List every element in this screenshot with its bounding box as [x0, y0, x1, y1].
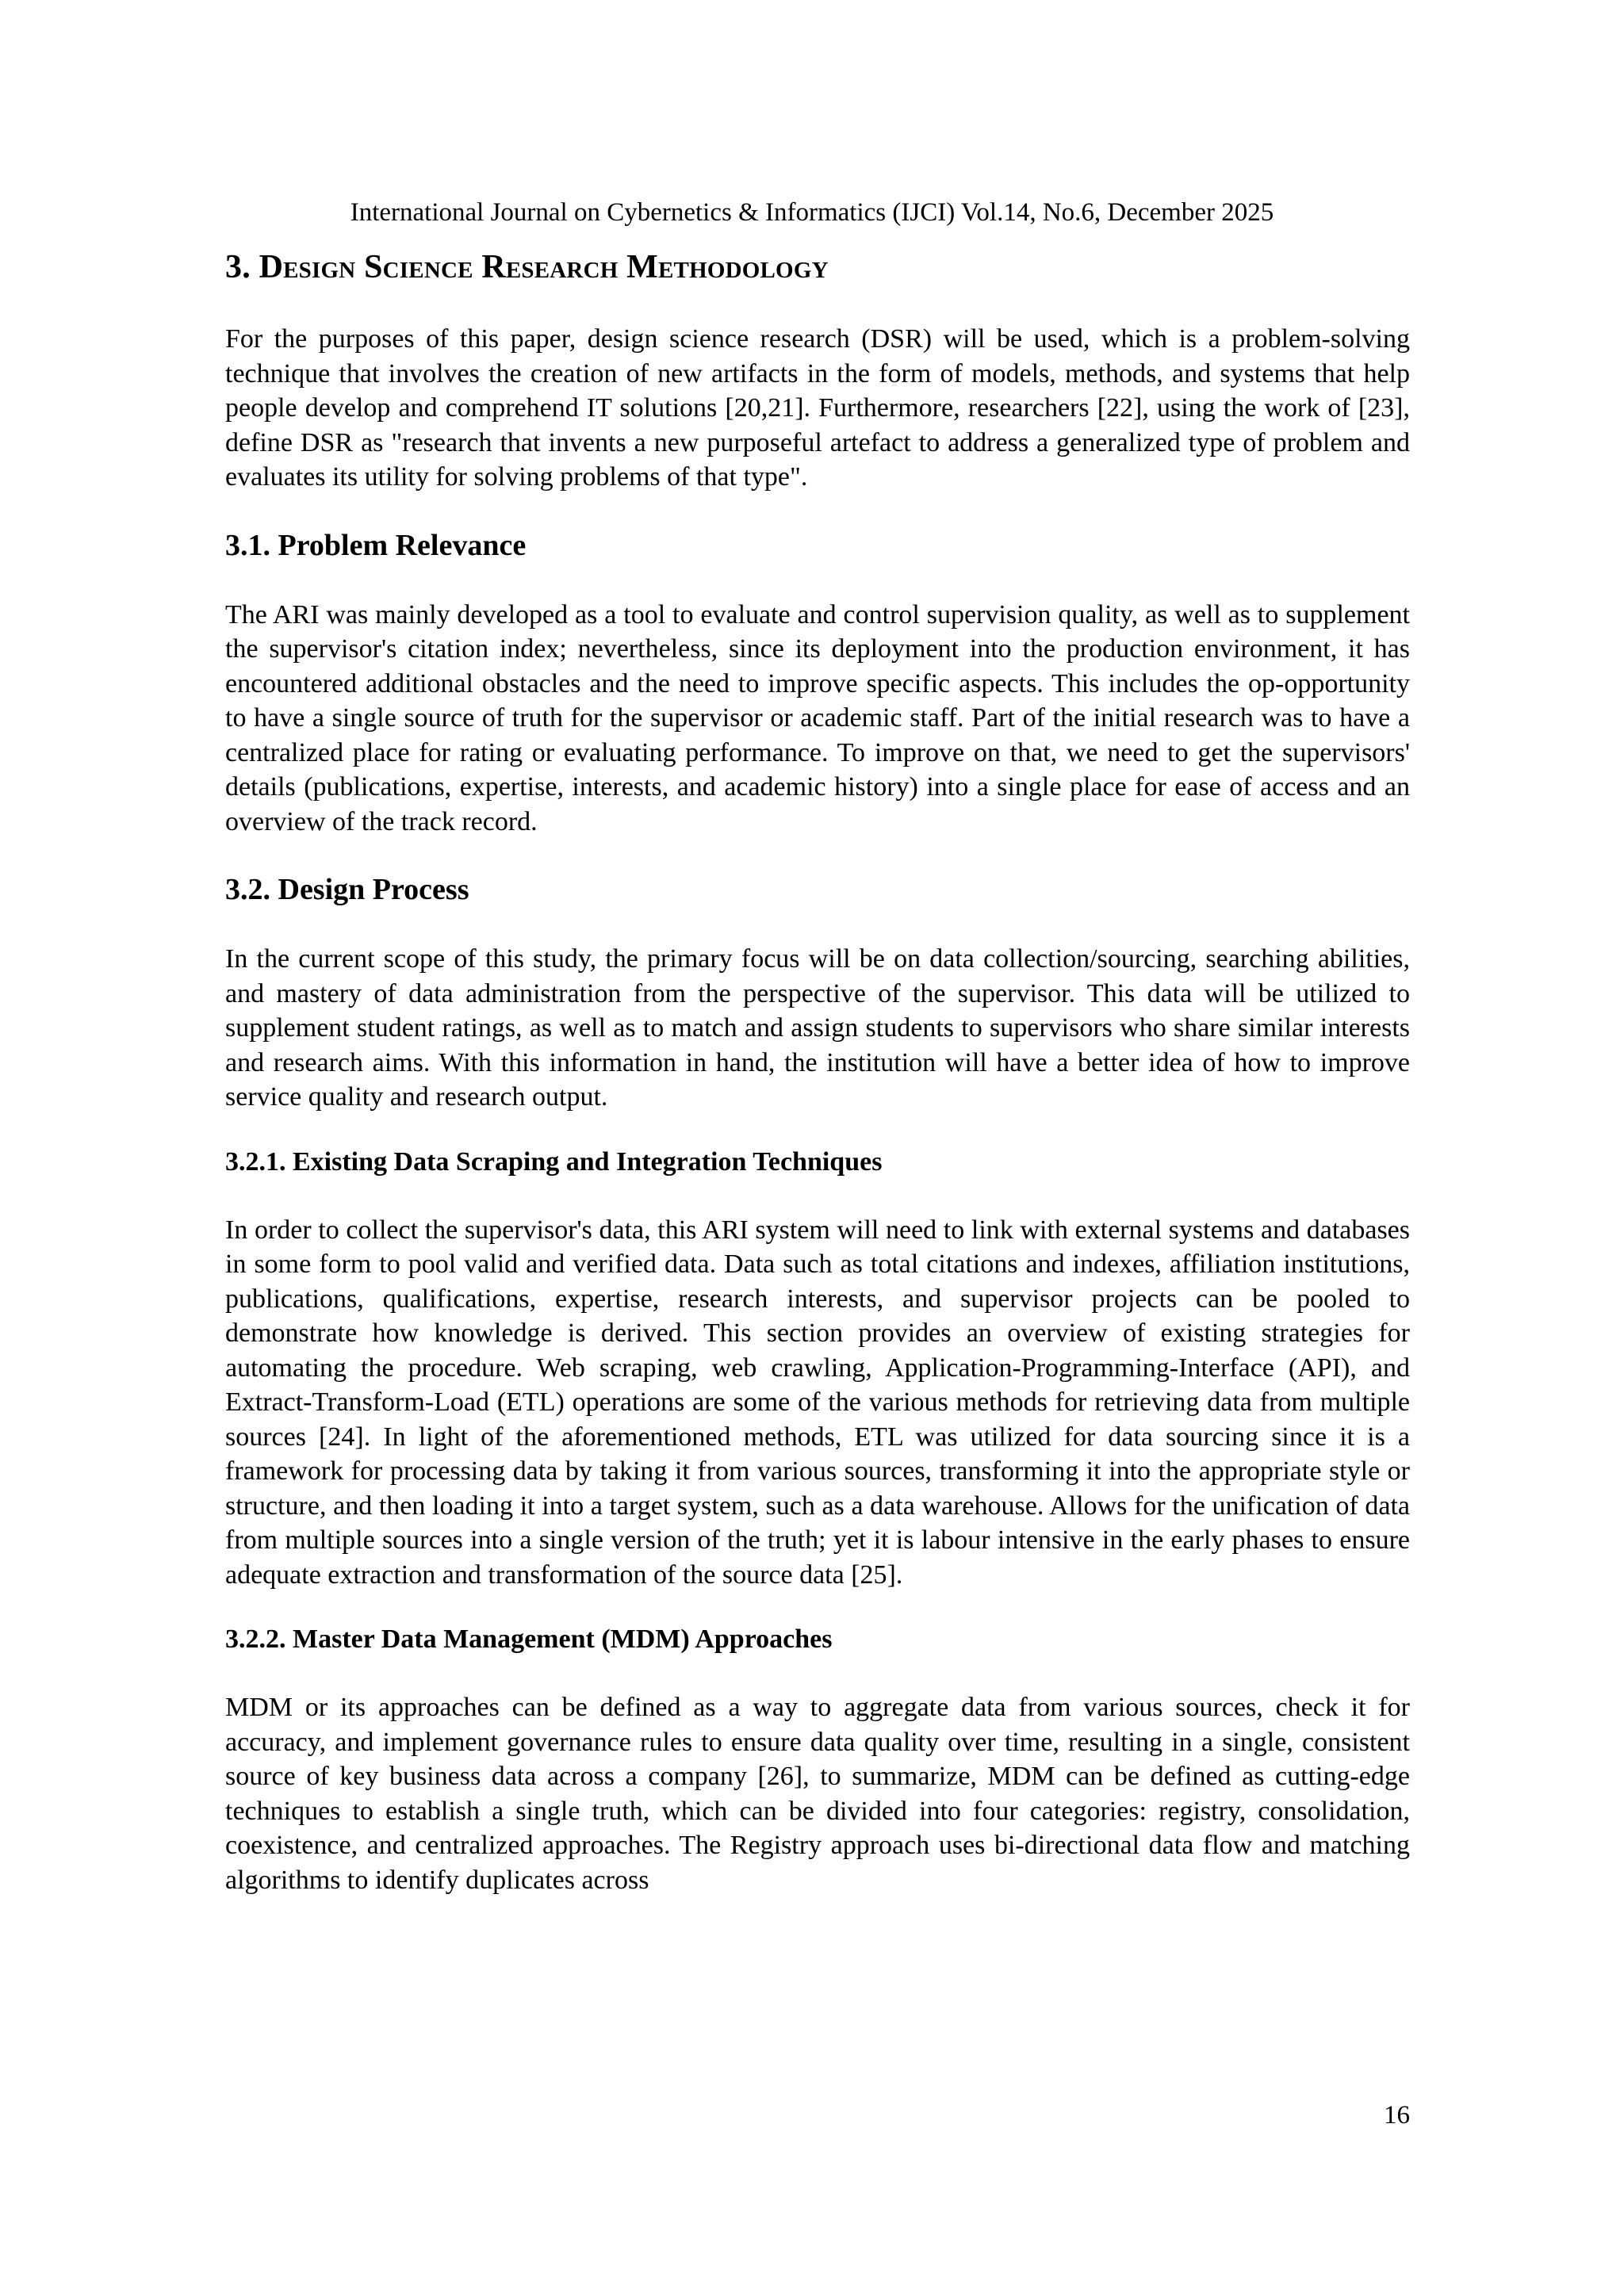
- scraping-techniques-heading: 3.2.1. Existing Data Scraping and Integration Techniques: [225, 1146, 883, 1177]
- section-title: 3. Design Science Research Methodology: [225, 249, 829, 285]
- page-content: [225, 246, 1410, 1897]
- mdm-approaches-paragraph: MDM or its approaches can be defined as a way to aggregate data from various sources, check it for accuracy, and implement governance rules to ensure data quality over time, resulting in a single, consistent source of key business data across a company [26], to summarize, MDM can be defined as cutting-edge techniques to establish a single truth, which can be divided into four categories: registry, consolidation, coexistence, and centralized approaches. The Registry approach uses bi-directional data flow and matching algorithms to identify duplicates across: [225, 1693, 1410, 1895]
- design-process-heading: 3.2. Design Process: [225, 873, 469, 906]
- problem-relevance-heading: 3.1. Problem Relevance: [225, 528, 527, 562]
- page-number: 16: [1384, 2101, 1410, 2130]
- problem-relevance-paragraph: The ARI was mainly developed as a tool to evaluate and control supervision quality, as well as to supplement the supervisor's citation index; nevertheless, since its deployment into the production environment, it has encountered additional obstacles and the need to improve specific aspects. This includes the op-opportunity to have a single source of truth for the supervisor or academic staff. Part of the initial research was to have a centralized place for rating or evaluating performance. To improve on that, we need to get the supervisors' details (publications, expertise, interests, and academic history) into a single place for ease of access and an overview of the track record.: [225, 599, 1410, 836]
- design-process-paragraph: In the current scope of this study, the primary focus will be on data collection/sourcing, searching abilities, and mastery of data administration from the perspective of the supervisor. This data will be utilized to supplement student ratings, as well as to match and assign students to supervisors who share similar interests and research aims. With this information in hand, the institution will have a better idea of how to improve service quality and research output.: [225, 944, 1410, 1112]
- scraping-techniques-paragraph: In order to collect the supervisor's data, this ARI system will need to link with external systems and databases in some form to pool valid and verified data. Data such as total citations and indexes, affiliation institutions, publications, qualifications, expertise, research interests, and supervisor projects can be pooled to demonstrate how knowledge is derived. This section provides an overview of existing strategies for automating the procedure. Web scraping, web crawling, Application-Programming-Interface (API), and Extract-Transform-Load (ETL) operations are some of the various methods for retrieving data from multiple sources [24]. In light of the aforementioned methods, ETL was utilized for data sourcing since it is a framework for processing data by taking it from various sources, transforming it into the appropriate style or structure, and then loading it into a target system, such as a data warehouse. Allows for the unification of data from multiple sources into a single version of the truth; yet it is labour intensive in the early phases to ensure adequate extraction and transformation of the source data [25].: [225, 1215, 1410, 1590]
- section-intro-paragraph: For the purposes of this paper, design science research (DSR) will be used, which is a problem-solving technique that involves the creation of new artifacts in the form of models, methods, and systems that help people develop and comprehend IT solutions [20,21]. Furthermore, researchers [22], using the work of [23], define DSR as "research that invents a new purposeful artefact to address a generalized type of problem and evaluates its utility for solving problems of that type".: [225, 324, 1410, 492]
- running-header: International Journal on Cybernetics & Informatics (IJCI) Vol.14, No.6, December 2025: [350, 198, 1274, 227]
- mdm-approaches-heading: 3.2.2. Master Data Management (MDM) Approaches: [225, 1624, 833, 1654]
